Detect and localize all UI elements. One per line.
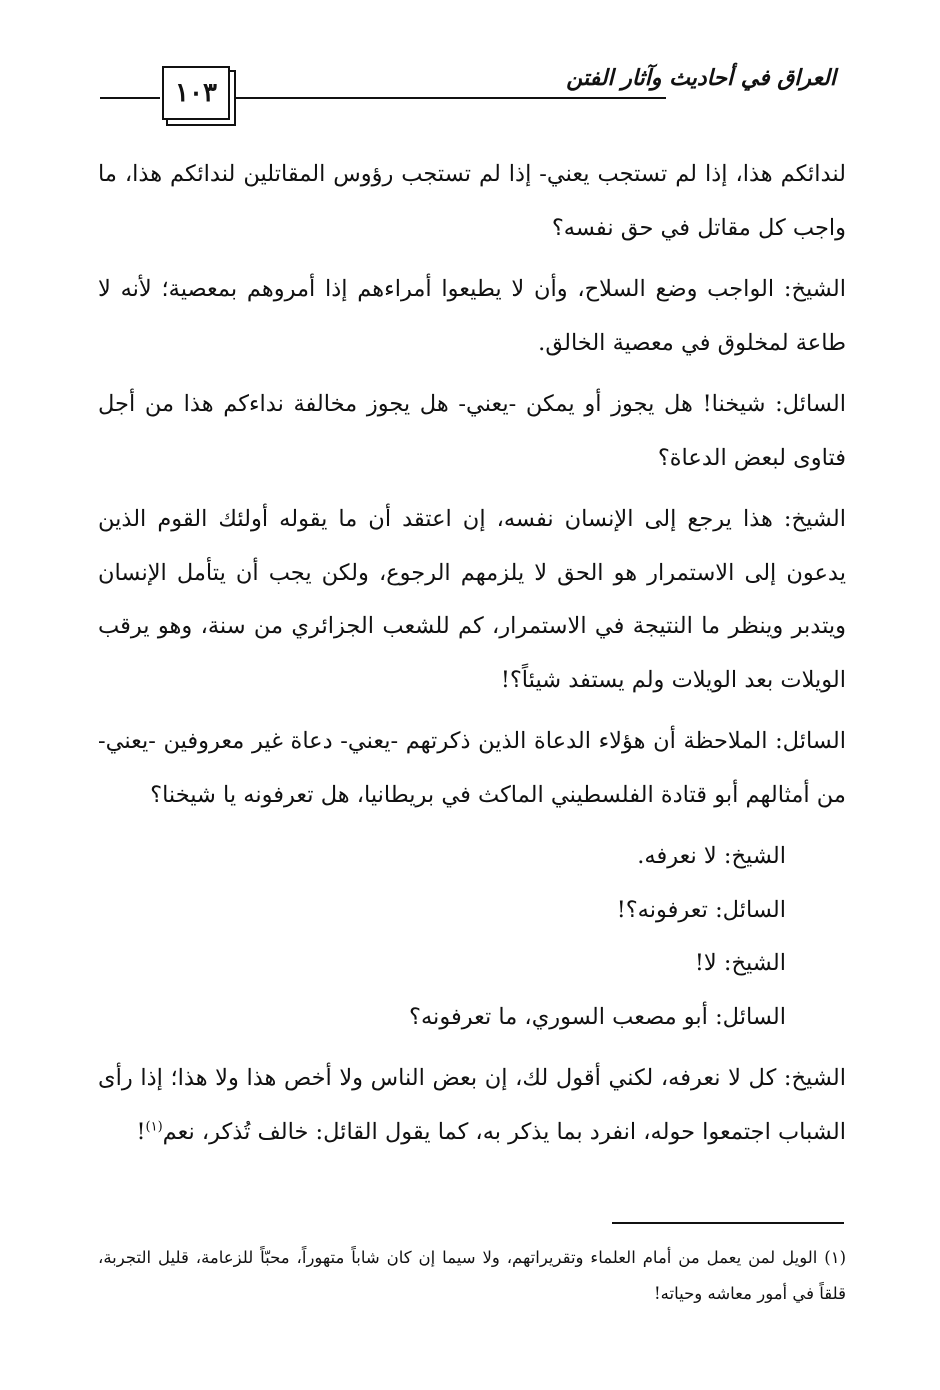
footnote-marker: (١): [145, 1119, 163, 1134]
page-header: [100, 52, 846, 132]
page-number: ١٠٣: [175, 78, 217, 108]
footnote-separator: [612, 1222, 844, 1224]
paragraph-last-text: الشيخ: كل لا نعرفه، لكني أقول لك، إن بعض الناس ولا أخص هذا ولا هذا؛ إذا رأى الشباب اجتمعوا حوله، انفرد بما يذكر به، كما يقول القائل: خالف تُذكر، نعم: [98, 1065, 846, 1145]
paragraph-last: [98, 1052, 846, 1159]
dialogue-line-4: السائل: أبو مصعب السوري، ما تعرفونه؟: [409, 1003, 786, 1030]
page-number-box: [162, 66, 230, 120]
paragraph-2: الشيخ: الواجب وضع السلاح، وأن لا يطيعوا أمراءهم إذا أمروهم بمعصية؛ لأنه لا طاعة لمخلوق في معصية الخالق.: [98, 276, 846, 356]
dialogue-line-2: السائل: تعرفونه؟!: [616, 896, 786, 923]
body-text: [98, 148, 846, 1167]
running-title: العراق في أحاديث وآثار الفتن: [562, 62, 840, 94]
footnote: (١) الويل لمن يعمل من أمام العلماء وتقريراتهم، ولا سيما إن كان شاباً متهوراً، محبّاً للزعامة، قليل التجربة، قلقاً في أمور معاشه وحياته!: [98, 1248, 846, 1303]
header-rule: [232, 97, 666, 99]
dialogue-line-1: الشيخ: لا نعرفه.: [637, 843, 786, 869]
paragraph-4: الشيخ: هذا يرجع إلى الإنسان نفسه، إن اعتقد أن ما يقوله أولئك القوم الذين يدعون إلى الاستمرار هو الحق لا يلزمهم الرجوع، ولكن يجب أن يتأمل الإنسان ويتدبر وينظر ما النتيجة في الاستمرار، كم للشعب الجزائري من سنة، وهو يرقب الويلات بعد الويلات ولم يستفد شيئاً؟!: [98, 506, 846, 693]
paragraph-5: السائل: الملاحظة أن هؤلاء الدعاة الذين ذكرتهم -يعني- دعاة غير معروفين -يعني- من أمثالهم أبو قتادة الفلسطيني الماكث في بريطانيا، هل تعرفونه يا شيخنا؟: [98, 728, 846, 808]
paragraph-3: السائل: شيخنا! هل يجوز أو يمكن -يعني- هل يجوز مخالفة نداءكم هذا من أجل فتاوى لبعض الدعاة؟: [98, 391, 846, 471]
dialogue-line-3: الشيخ: لا!: [694, 950, 786, 976]
header-rule-left: [100, 97, 160, 99]
paragraph-1: لندائكم هذا، إذا لم تستجب يعني- إذا لم تستجب رؤوس المقاتلين لندائكم هذا، ما واجب كل مقاتل في حق نفسه؟: [98, 161, 846, 241]
paragraph-last-ending: !: [136, 1118, 146, 1145]
